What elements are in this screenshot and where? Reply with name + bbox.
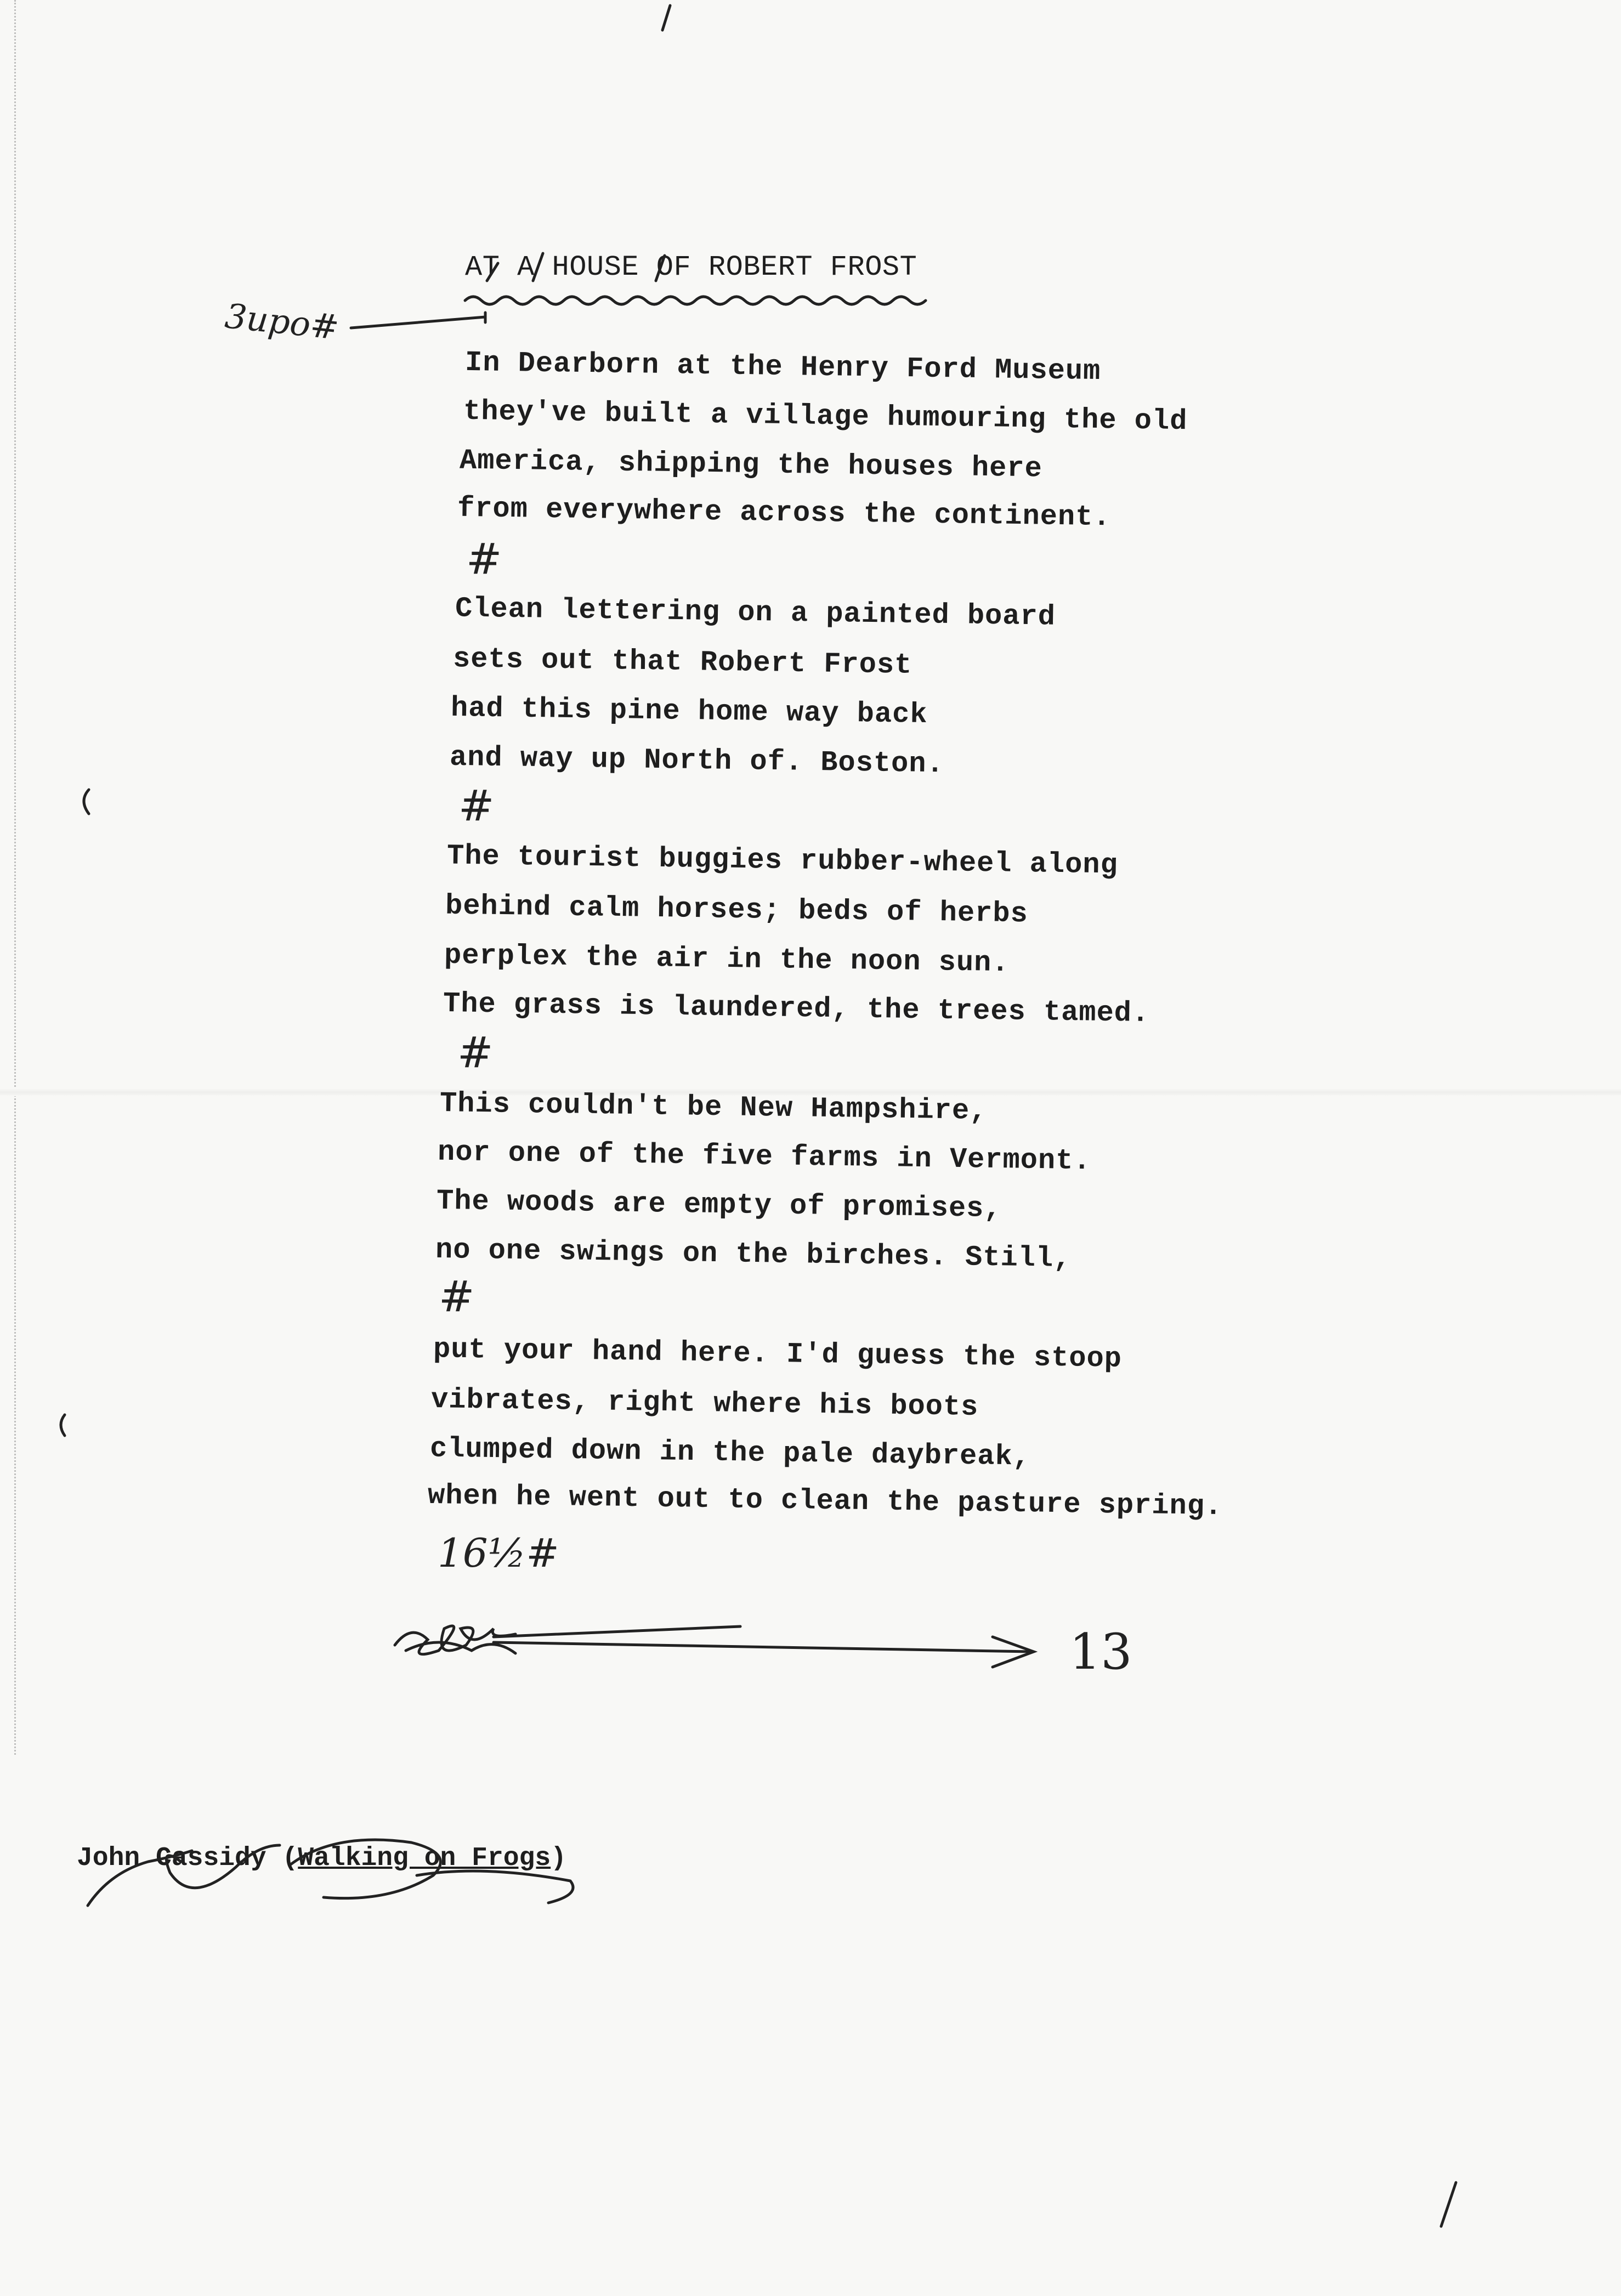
poem-line: sets out that Robert Frost xyxy=(452,643,912,682)
book-title: Walking on Frogs xyxy=(298,1844,551,1873)
poem-line: This couldn't be New Hampshire, xyxy=(439,1087,988,1127)
attribution-scribble xyxy=(166,1845,280,1888)
poem-line: nor one of the five farms in Vermont. xyxy=(437,1136,1091,1178)
author-name: John Cassidy xyxy=(77,1844,267,1873)
poem-line: The grass is laundered, the trees tamed. xyxy=(443,988,1150,1030)
margin-note-leader xyxy=(351,313,485,328)
poem-line: no one swings on the birches. Still, xyxy=(435,1233,1072,1275)
title-edit-slash xyxy=(656,256,665,281)
title-edit-slash xyxy=(533,253,543,281)
long-arrow xyxy=(494,1626,1031,1652)
poem-line: In Dearborn at the Henry Ford Museum xyxy=(464,346,1101,388)
poem-line: from everywhere across the continent. xyxy=(457,492,1111,534)
stanza-break-mark: # xyxy=(457,1028,494,1078)
poem-line: had this pine home way back xyxy=(450,691,928,732)
arrow-page-number: 13 xyxy=(1069,1623,1132,1681)
poem-line: Clean lettering on a painted board xyxy=(455,592,1056,633)
poem-line: The tourist buggies rubber-wheel along xyxy=(446,840,1119,882)
corner-slash xyxy=(662,5,670,30)
poem-line: The woods are empty of promises, xyxy=(436,1184,1002,1226)
poem-line: when he went out to clean the pasture spring. xyxy=(427,1479,1223,1523)
title-wavy-underline xyxy=(465,297,926,304)
margin-bracket xyxy=(61,1415,65,1436)
poem-line: vibrates, right where his boots xyxy=(430,1384,979,1424)
stanza-break-mark: # xyxy=(466,535,502,584)
stanza-break-mark: # xyxy=(458,781,495,831)
poem-line: America, shipping the houses here xyxy=(459,444,1043,485)
bottom-spacing-note: 16½# xyxy=(438,1530,559,1576)
poem-line: clumped down in the pale daybreak, xyxy=(429,1432,1031,1473)
book-title-wrapper: (Walking on Frogs) xyxy=(282,1844,566,1873)
title-edit-slash xyxy=(487,263,498,281)
attribution-scribble xyxy=(291,1840,440,1898)
poem-line: behind calm horses; beds of herbs xyxy=(445,889,1029,931)
poem-line: perplex the air in the noon sun. xyxy=(444,939,1010,980)
attribution-scribble xyxy=(417,1871,573,1903)
poem-line: and way up North of. Boston. xyxy=(449,741,945,781)
margin-bracket xyxy=(84,790,89,814)
corner-slash xyxy=(1441,2182,1456,2226)
poem-line: they've built a village humouring the old xyxy=(463,395,1188,438)
poem-line: put your hand here. I'd guess the stoop xyxy=(433,1333,1123,1375)
stanza-break-mark: # xyxy=(439,1272,475,1322)
scribble-mark xyxy=(395,1626,515,1654)
poem-title: AT A HOUSE OF ROBERT FROST xyxy=(465,251,917,284)
margin-note-spacing: 3upo# xyxy=(223,296,341,348)
